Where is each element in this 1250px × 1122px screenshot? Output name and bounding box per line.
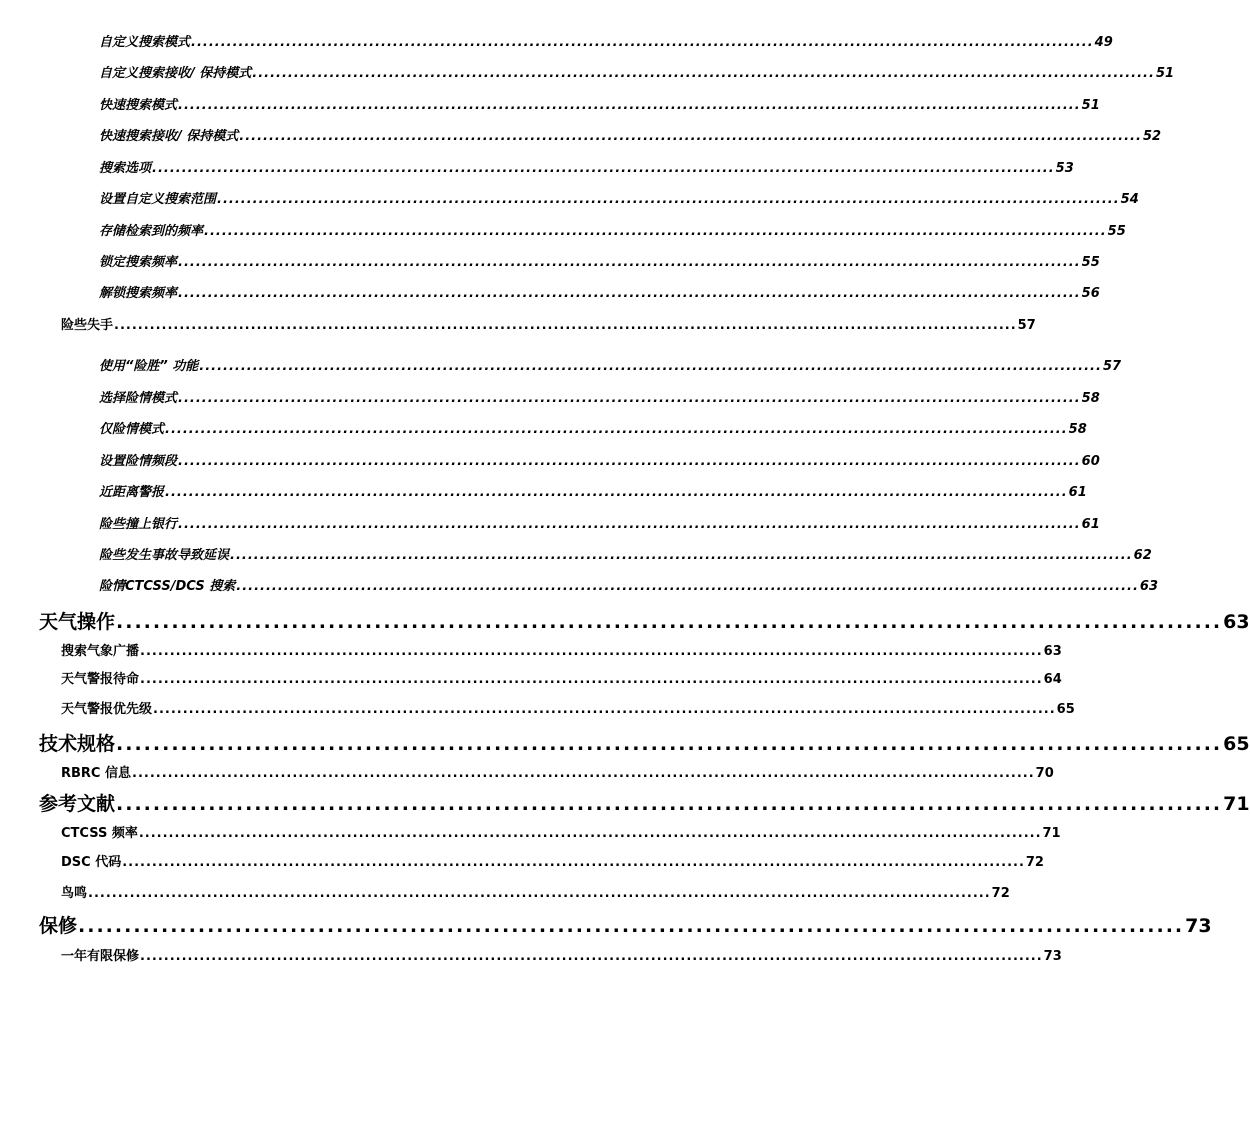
toc-entry-title: 一年有限保修 bbox=[61, 949, 140, 964]
toc-entry-page: 71 bbox=[1042, 826, 1061, 841]
toc-entry-title: 搜索气象广播 bbox=[61, 644, 140, 659]
toc-entry[interactable] bbox=[61, 668, 1062, 687]
toc-entry[interactable] bbox=[99, 575, 1159, 594]
dot-leader: ........................................................................................................................................................ bbox=[153, 702, 1056, 717]
dot-leader: ........................................................................................................................................................ bbox=[88, 886, 991, 901]
dot-leader: ........................................................................................................................................................ bbox=[165, 485, 1068, 500]
toc-entry-page: 72 bbox=[1025, 855, 1044, 870]
toc-entry[interactable] bbox=[99, 418, 1087, 437]
toc-entry[interactable] bbox=[99, 481, 1087, 500]
dot-leader: ........................................................................................................................ bbox=[116, 611, 1223, 633]
dot-leader: ........................................................................................................................................................ bbox=[178, 454, 1081, 469]
toc-entry-title: 设置自定义搜索范围 bbox=[99, 192, 217, 207]
dot-leader: ........................................................................................................................ bbox=[116, 733, 1223, 755]
toc-entry-title: 使用“险胜” 功能 bbox=[99, 359, 199, 374]
toc-entry-page: 71 bbox=[1223, 793, 1250, 815]
dot-leader: ........................................................................................................................................................ bbox=[114, 318, 1017, 333]
toc-entry[interactable] bbox=[99, 355, 1122, 374]
toc-entry-title: 保修 bbox=[39, 915, 78, 937]
toc-entry[interactable] bbox=[99, 450, 1100, 469]
dot-leader: ........................................................................................................................................................ bbox=[204, 224, 1107, 239]
toc-entry-title: 天气操作 bbox=[39, 611, 116, 633]
toc-entry-title: 险些失手 bbox=[61, 318, 114, 333]
dot-leader: ........................................................................................................................................................ bbox=[122, 855, 1025, 870]
toc-entry[interactable] bbox=[61, 314, 1036, 333]
toc-entry-title: 天气警报待命 bbox=[61, 672, 140, 687]
toc-entry-title: 自定义搜索接收/ 保持模式 bbox=[99, 66, 252, 81]
toc-entry-title: 存储检索到的频率 bbox=[99, 224, 204, 239]
dot-leader: ........................................................................................................................................................ bbox=[140, 949, 1043, 964]
toc-entry-page: 61 bbox=[1068, 485, 1087, 500]
dot-leader: ........................................................................................................................................................ bbox=[252, 66, 1155, 81]
dot-leader: ........................................................................................................................................................ bbox=[217, 192, 1120, 207]
toc-entry[interactable] bbox=[99, 62, 1175, 81]
toc-entry-page: 61 bbox=[1081, 517, 1100, 532]
toc-entry-page: 62 bbox=[1133, 548, 1152, 563]
toc-entry[interactable] bbox=[61, 762, 1054, 781]
toc-entry-title: DSC 代码 bbox=[61, 855, 122, 870]
toc-entry-title: 搜索选项 bbox=[99, 161, 152, 176]
dot-leader: ........................................................................................................................................................ bbox=[140, 644, 1043, 659]
toc-entry[interactable] bbox=[99, 513, 1100, 532]
toc-entry[interactable] bbox=[99, 94, 1100, 113]
toc-entry[interactable] bbox=[99, 188, 1139, 207]
dot-leader: ........................................................................................................................................................ bbox=[132, 766, 1035, 781]
toc-chapter[interactable] bbox=[39, 729, 1250, 756]
toc-entry-page: 51 bbox=[1081, 98, 1100, 113]
toc-entry-page: 57 bbox=[1017, 318, 1036, 333]
toc-entry[interactable] bbox=[61, 822, 1061, 841]
dot-leader: ........................................................................................................................................................ bbox=[230, 548, 1133, 563]
toc-entry-title: 快速搜索模式 bbox=[99, 98, 178, 113]
toc-entry[interactable] bbox=[99, 251, 1100, 270]
toc-entry-page: 56 bbox=[1081, 286, 1100, 301]
dot-leader: ........................................................................................................................................................ bbox=[178, 255, 1081, 270]
toc-entry[interactable] bbox=[99, 387, 1100, 406]
toc-entry[interactable] bbox=[61, 640, 1062, 659]
toc-entry-page: 70 bbox=[1035, 766, 1054, 781]
toc-entry-title: 技术规格 bbox=[39, 733, 116, 755]
dot-leader: ........................................................................................................................................................ bbox=[191, 35, 1094, 50]
toc-entry[interactable] bbox=[99, 282, 1100, 301]
toc-entry-page: 58 bbox=[1081, 391, 1100, 406]
toc-entry-title: 仅险情模式 bbox=[99, 422, 165, 437]
toc-entry-title: 自定义搜索模式 bbox=[99, 35, 191, 50]
toc-entry-page: 53 bbox=[1055, 161, 1074, 176]
dot-leader: ........................................................................................................................................................ bbox=[239, 129, 1142, 144]
toc-entry-title: 险情CTCSS/DCS 搜索 bbox=[99, 579, 236, 594]
dot-leader: ........................................................................................................................ bbox=[116, 793, 1223, 815]
dot-leader: ........................................................................................................................................................ bbox=[178, 517, 1081, 532]
dot-leader: ........................................................................................................................ bbox=[78, 915, 1185, 937]
dot-leader: ........................................................................................................................................................ bbox=[236, 579, 1139, 594]
toc-entry-page: 73 bbox=[1043, 949, 1062, 964]
toc-entry[interactable] bbox=[99, 220, 1126, 239]
toc-entry-title: 选择险情模式 bbox=[99, 391, 178, 406]
toc-entry-title: 快速搜索接收/ 保持模式 bbox=[99, 129, 239, 144]
toc-entry-page: 55 bbox=[1081, 255, 1100, 270]
toc-entry[interactable] bbox=[99, 544, 1152, 563]
toc-entry-title: 天气警报优先级 bbox=[61, 702, 153, 717]
toc-entry-title: 锁定搜索频率 bbox=[99, 255, 178, 270]
toc-entry-page: 55 bbox=[1107, 224, 1126, 239]
dot-leader: ........................................................................................................................................................ bbox=[178, 286, 1081, 301]
dot-leader: ........................................................................................................................................................ bbox=[140, 672, 1043, 687]
toc-entry[interactable] bbox=[99, 157, 1074, 176]
dot-leader: ........................................................................................................................................................ bbox=[138, 826, 1042, 841]
dot-leader: ........................................................................................................................................................ bbox=[178, 391, 1081, 406]
toc-entry-page: 64 bbox=[1043, 672, 1062, 687]
toc-entry-title: 险些撞上银行 bbox=[99, 517, 178, 532]
dot-leader: ........................................................................................................................................................ bbox=[165, 422, 1068, 437]
dot-leader: ........................................................................................................................................................ bbox=[199, 359, 1102, 374]
toc-entry-page: 54 bbox=[1120, 192, 1139, 207]
toc-entry-page: 63 bbox=[1139, 579, 1159, 594]
toc-entry-page: 65 bbox=[1056, 702, 1075, 717]
toc-entry-page: 65 bbox=[1223, 733, 1250, 755]
toc-entry-page: 57 bbox=[1102, 359, 1122, 374]
toc-chapter[interactable] bbox=[39, 911, 1212, 938]
toc-entry-page: 60 bbox=[1081, 454, 1100, 469]
toc-entry-page: 63 bbox=[1043, 644, 1062, 659]
toc-entry-page: 58 bbox=[1068, 422, 1087, 437]
toc-entry-title: 参考文献 bbox=[39, 793, 116, 815]
toc-entry[interactable] bbox=[99, 125, 1162, 144]
toc-entry-title: 鸟鸣 bbox=[61, 886, 88, 901]
dot-leader: ........................................................................................................................................................ bbox=[178, 98, 1081, 113]
toc-entry-page: 73 bbox=[1185, 915, 1212, 937]
toc-entry[interactable] bbox=[61, 698, 1075, 717]
toc-entry-title: CTCSS 频率 bbox=[61, 826, 138, 841]
toc-entry-page: 51 bbox=[1155, 66, 1175, 81]
dot-leader: ........................................................................................................................................................ bbox=[152, 161, 1055, 176]
toc-entry-page: 72 bbox=[991, 886, 1010, 901]
toc-entry-page: 52 bbox=[1142, 129, 1162, 144]
toc-entry[interactable] bbox=[61, 945, 1062, 964]
toc-entry-title: 设置险情频段 bbox=[99, 454, 178, 469]
toc-entry[interactable] bbox=[61, 851, 1044, 870]
toc-entry-title: 险些发生事故导致延误 bbox=[99, 548, 230, 563]
toc-entry-page: 49 bbox=[1094, 35, 1113, 50]
toc-chapter[interactable] bbox=[39, 607, 1250, 634]
toc-entry-title: 近距离警报 bbox=[99, 485, 165, 500]
toc-entry-title: RBRC 信息 bbox=[61, 766, 131, 781]
toc-entry-title: 解锁搜索频率 bbox=[99, 286, 178, 301]
toc-entry-page: 63 bbox=[1223, 611, 1250, 633]
toc-entry[interactable] bbox=[99, 31, 1113, 50]
toc-entry[interactable] bbox=[61, 882, 1010, 901]
toc-chapter[interactable] bbox=[39, 789, 1250, 816]
